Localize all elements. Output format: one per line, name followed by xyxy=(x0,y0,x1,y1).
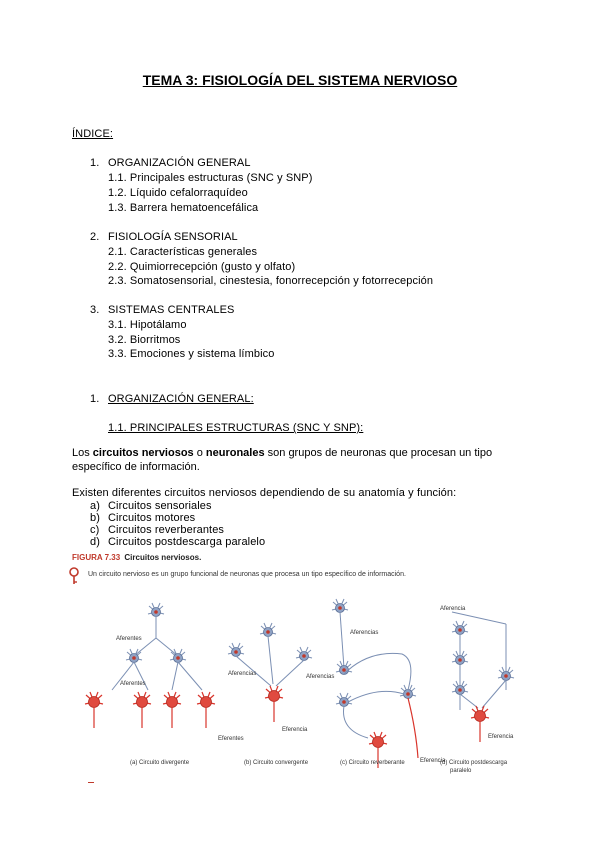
index-sub-1-2: 1.2. Líquido cefalorraquídeo xyxy=(108,187,248,199)
label-aferencias-c: Aferencias xyxy=(350,630,379,636)
section-1-num: 1. xyxy=(90,393,100,405)
label-aferencias-b1: Aferencias xyxy=(228,671,257,677)
paragraph-tipos: Existen diferentes circuitos nerviosos dependiendo de su anatomía y función: xyxy=(72,487,457,499)
index-sub-2-2: 2.2. Quimiorrecepción (gusto y olfato) xyxy=(108,261,296,273)
figure-header xyxy=(72,553,201,562)
list-item-d-text: Circuitos postdescarga paralelo xyxy=(108,536,266,548)
list-item-b-text: Circuitos motores xyxy=(108,512,196,524)
index-item-3 xyxy=(90,304,235,316)
section-1-label: ORGANIZACIÓN GENERAL: xyxy=(108,393,254,405)
reverberant-circuit xyxy=(332,599,446,768)
label-aferentes: Aferentes xyxy=(116,636,142,642)
index-item-3-num: 3. xyxy=(90,304,100,316)
list-item-d xyxy=(90,536,265,548)
index-item-1 xyxy=(90,157,251,169)
figure-mark xyxy=(88,782,94,783)
index-sub-2-3: 2.3. Somatosensorial, cinestesia, fonorrecepción y fotorrecepción xyxy=(108,275,434,287)
label-aferentes-2: Aferentes xyxy=(120,681,146,687)
section-1-heading xyxy=(90,393,254,405)
label-eferencia-b: Eferencia xyxy=(282,727,308,733)
index-heading: ÍNDICE: xyxy=(72,128,114,140)
index-item-2-num: 2. xyxy=(90,231,100,243)
subsection-1-1-heading: 1.1. PRINCIPALES ESTRUCTURAS (SNC Y SNP): xyxy=(108,422,364,434)
paragraph-circuitos xyxy=(72,446,532,474)
caption-reverberante: (c) Circuito reverberante xyxy=(340,760,405,766)
figure-title: Circuitos nerviosos. xyxy=(124,553,202,562)
index-sub-3-3: 3.3. Emociones y sistema límbico xyxy=(108,348,275,360)
para-text-1: Los xyxy=(72,447,93,459)
index-item-2-label: FISIOLOGÍA SENSORIAL xyxy=(108,231,238,243)
parallel-circuit xyxy=(440,606,514,742)
caption-divergente: (a) Circuito divergente xyxy=(130,760,190,766)
para-bold-1: circuitos nerviosos xyxy=(92,447,194,459)
convergent-circuit xyxy=(228,623,334,733)
divergent-circuit xyxy=(85,603,244,742)
divergent-top-neuron xyxy=(148,603,164,617)
index-item-1-num: 1. xyxy=(90,157,100,169)
list-item-a-text: Circuitos sensoriales xyxy=(108,500,212,512)
list-item-b-letter: b) xyxy=(90,512,100,524)
caption-convergente: (b) Circuito convergente xyxy=(244,760,309,766)
index-item-1-label: ORGANIZACIÓN GENERAL xyxy=(108,157,251,169)
label-aferencia-d: Aferencia xyxy=(440,606,466,612)
index-sub-1-1: 1.1. Principales estructuras (SNC y SNP) xyxy=(108,172,313,184)
list-item-c-text: Circuitos reverberantes xyxy=(108,524,225,536)
para-bold-2: neuronales xyxy=(205,447,265,459)
list-item-b xyxy=(90,512,195,524)
index-item-3-label: SISTEMAS CENTRALES xyxy=(108,304,235,316)
key-icon xyxy=(68,567,82,585)
index-sub-2-1: 2.1. Características generales xyxy=(108,246,258,258)
caption-postdescarga: (d) Circuito postdescarga xyxy=(440,760,508,766)
label-eferentes-a: Eferentes xyxy=(218,736,244,742)
list-item-a-letter: a) xyxy=(90,500,100,512)
para-text-3: son grupos de neuronas que procesan un tipo específico de información. xyxy=(72,447,493,473)
list-item-d-letter: d) xyxy=(90,536,100,548)
label-eferencia-d: Eferencia xyxy=(488,734,514,740)
index-sub-3-2: 3.2. Biorritmos xyxy=(108,334,181,346)
convergent-output-neuron xyxy=(265,686,283,722)
figure-label: FIGURA 7.33 xyxy=(72,553,121,562)
caption-paralelo: paralelo xyxy=(450,768,472,774)
figure-note: Un circuito nervioso es un grupo funcional de neuronas que procesa un tipo específico de información. xyxy=(88,571,406,578)
list-item-c-letter: c) xyxy=(90,524,100,536)
label-aferencias-b2: Aferencias xyxy=(306,674,335,680)
list-item-a xyxy=(90,500,212,512)
neural-circuits-figure xyxy=(68,590,528,790)
index-sub-1-3: 1.3. Barrera hematoencefálica xyxy=(108,202,259,214)
para-text-2: o xyxy=(193,447,206,459)
page-title: TEMA 3: FISIOLOGÍA DEL SISTEMA NERVIOSO xyxy=(142,72,458,88)
index-item-2 xyxy=(90,231,238,243)
label-eferencia-c: Eferencia xyxy=(420,758,446,764)
index-sub-3-1: 3.1. Hipotálamo xyxy=(108,319,187,331)
list-item-c xyxy=(90,524,224,536)
